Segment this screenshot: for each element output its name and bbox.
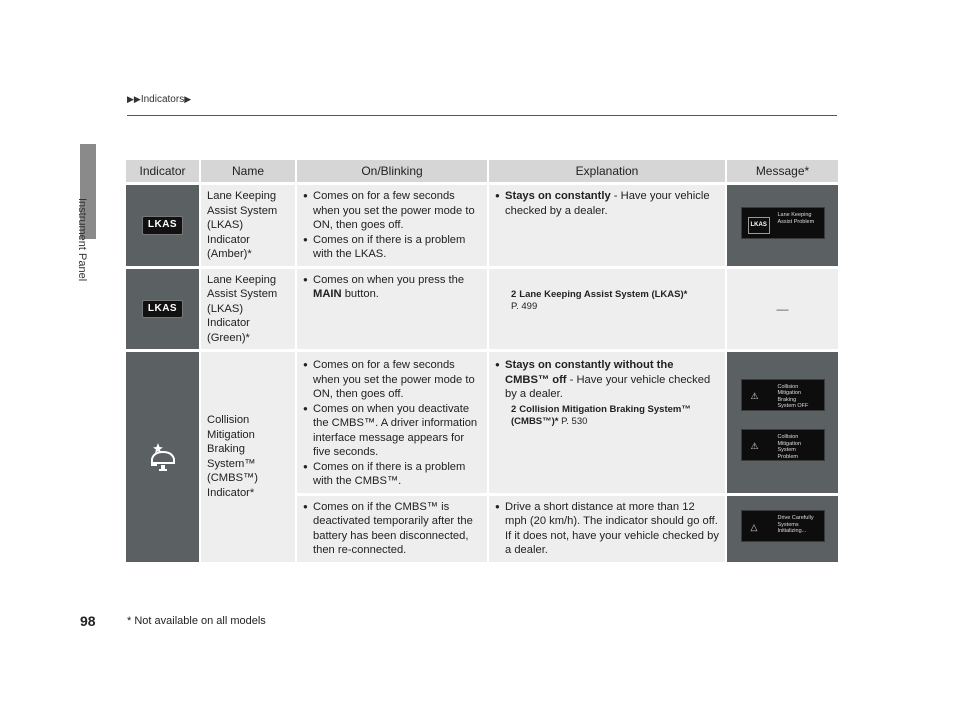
message-cell — [727, 352, 838, 493]
explanation-cell — [489, 352, 727, 493]
header-on-blinking: On/Blinking — [297, 160, 489, 182]
indicator-cell — [126, 352, 201, 562]
name-line: Braking System™ — [207, 443, 256, 470]
bullet-text: Comes on when you press the — [313, 273, 465, 286]
bullet-item: ● Comes on if the CMBS™ is deactivated temporarily after the battery has been disconnected, then re-connected. — [303, 500, 481, 558]
reference-title: Collision Mitigation Braking System™ (CMBS™)* — [511, 403, 691, 427]
bullet-item — [495, 358, 719, 402]
name-line: (LKAS) Indicator — [207, 219, 250, 246]
name-line: Collision — [207, 414, 250, 427]
message-cell — [727, 496, 838, 562]
name-line: (Green)* — [207, 331, 250, 344]
header-indicator: Indicator — [126, 160, 201, 182]
reference-arrow-icon: 2 — [511, 403, 517, 415]
breadcrumb-arrows-icon: ▶▶ — [127, 94, 141, 104]
header-rule — [127, 115, 837, 116]
steering-warning-icon: △ — [750, 522, 758, 533]
message-screen — [741, 207, 825, 239]
explanation-bold: Stays on constantly — [505, 190, 611, 202]
collision-warning-icon — [146, 438, 180, 472]
message-screen — [741, 429, 825, 461]
name-line: (LKAS) Indicator — [207, 302, 250, 329]
bullet-item: ● Comes on for a few seconds when you set the power mode to ON, then goes off. — [303, 189, 481, 233]
reference-arrow-icon: 2 — [511, 288, 517, 300]
header-explanation: Explanation — [489, 160, 727, 182]
page-reference-link[interactable] — [495, 289, 719, 313]
name-line: Assist System — [207, 288, 278, 300]
name-line: (CMBS™) — [207, 472, 258, 485]
bullet-item — [495, 189, 719, 218]
reference-page: P. 530 — [558, 415, 588, 427]
name-line: (Amber)* — [207, 248, 252, 260]
name-line: Indicator* — [207, 486, 255, 499]
breadcrumb-label[interactable]: Indicators — [140, 94, 185, 105]
message-text: Lane Keeping Assist Problem — [777, 212, 815, 225]
page-number: 98 — [80, 613, 96, 629]
name-line: Assist System — [207, 204, 278, 217]
table-row — [126, 185, 838, 266]
main-button-label: MAIN — [313, 288, 342, 300]
indicator-table — [126, 157, 838, 565]
lkas-amber-icon: LKAS — [142, 216, 183, 235]
bullet-item: ● Comes on for a few seconds when you set the power mode to ON, then goes off. — [303, 358, 481, 402]
indicator-cell — [126, 185, 201, 266]
explanation-cell — [489, 496, 727, 562]
header-name: Name — [201, 160, 297, 182]
on-blinking-cell — [297, 269, 489, 350]
collision-warning-icon: ⚠ — [750, 390, 759, 401]
table-row — [126, 352, 838, 493]
name-line: Lane Keeping — [207, 190, 277, 202]
message-screen — [741, 379, 825, 411]
section-label: Instrument Panel — [76, 198, 88, 282]
name-line: Lane Keeping — [207, 273, 277, 286]
reference-title: Lane Keeping Assist System (LKAS)* — [519, 288, 688, 300]
message-text: Collision Mitigation Braking System OFF — [777, 383, 809, 410]
bullet-item: ● Comes on if there is a problem with the CMBS™. — [303, 460, 481, 489]
bullet-item: ● Comes on if there is a problem with the LKAS. — [303, 233, 481, 262]
explanation-text: - Have your vehicle checked by a dealer. — [505, 373, 711, 400]
explanation-cell — [489, 185, 727, 266]
on-blinking-cell — [297, 352, 489, 493]
message-text: Drive Carefully Systems Initializing... — [777, 515, 814, 535]
table-header-row — [126, 160, 838, 182]
explanation-cell — [489, 269, 727, 350]
name-cell — [201, 352, 297, 562]
message-text: Collision Mitigation System Problem — [777, 434, 802, 460]
bullet-item: ● Comes on when you deactivate the CMBS™. A driver information interface message appears for five seconds. — [303, 402, 481, 460]
on-blinking-cell — [297, 496, 489, 562]
header-message: Message* — [727, 160, 838, 182]
explanation-text: - Have your vehicle checked by a dealer. — [505, 190, 710, 217]
indicator-cell — [126, 269, 201, 350]
lkas-green-icon: LKAS — [142, 300, 183, 319]
collision-warning-icon: ⚠ — [750, 441, 759, 452]
name-cell — [201, 185, 297, 266]
footnote: * Not available on all models — [127, 615, 266, 627]
name-cell — [201, 269, 297, 350]
reference-page: P. 499 — [511, 300, 538, 312]
message-screen — [741, 510, 825, 542]
breadcrumb-end-arrow-icon: ▶ — [184, 94, 192, 104]
bullet-item: ● Drive a short distance at more than 12 mph (20 km/h). The indicator should go off. If it does not, have your vehicle checked by a dealer. — [495, 500, 719, 558]
lkas-icon: LKAS — [748, 217, 770, 234]
message-cell: — — [727, 269, 838, 350]
explanation-bold: Stays on constantly without the CMBS™ off — [505, 359, 674, 386]
table-row — [126, 269, 838, 350]
name-line: Mitigation — [207, 428, 255, 441]
bullet-item — [303, 273, 481, 302]
on-blinking-cell — [297, 185, 489, 266]
breadcrumb — [127, 94, 191, 105]
page-reference-link[interactable] — [495, 404, 719, 428]
message-cell — [727, 185, 838, 266]
bullet-text: button. — [341, 288, 379, 300]
